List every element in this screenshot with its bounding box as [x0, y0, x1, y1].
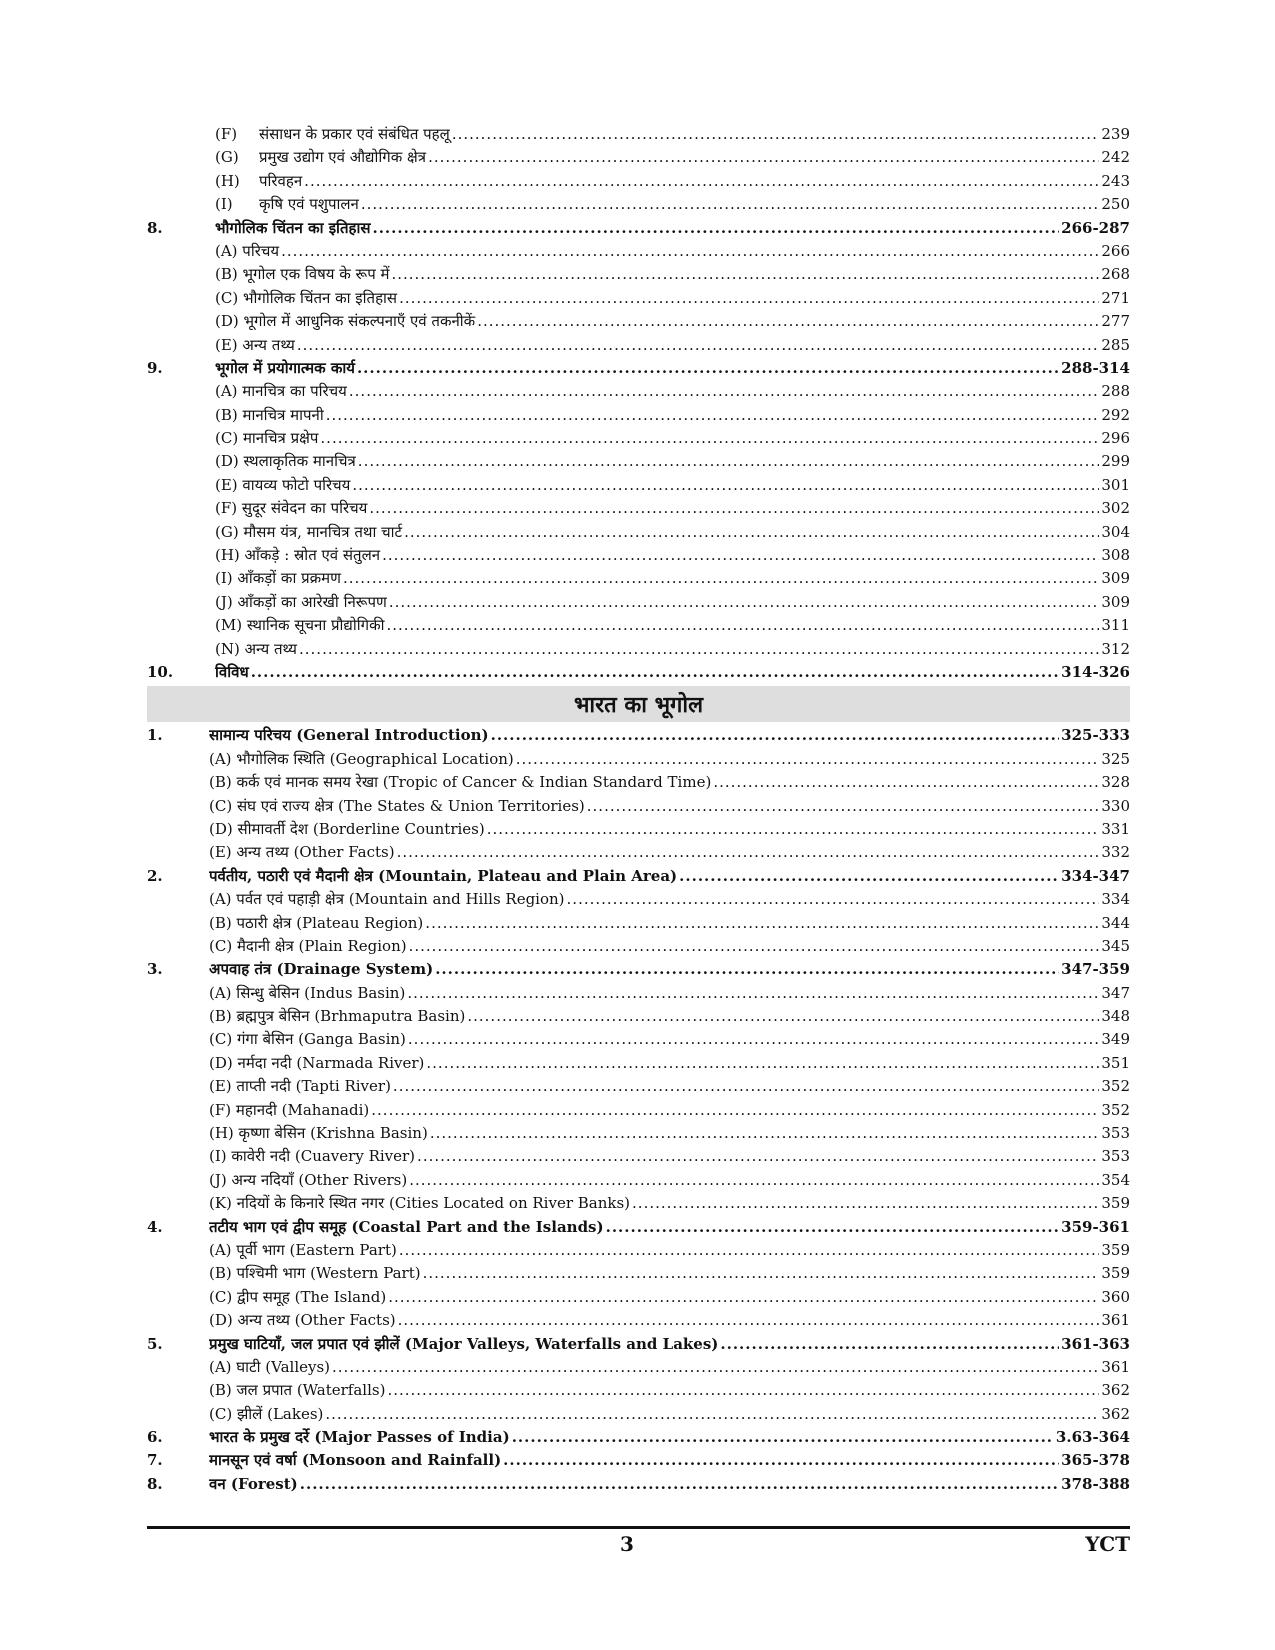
toc-subentry: (F) संसाधन के प्रकार एवं संबंधित पहलू ..... 239 [147, 123, 1130, 146]
toc-chapter: 4. तटीय भाग एवं द्वीप समूह (Coastal Part and the Islands) ..... 359-361 [147, 1216, 1130, 1239]
toc-subentry: (H) कृष्णा बेसिन (Krishna Basin) ..... 353 [147, 1122, 1130, 1145]
toc-subentry: (C) गंगा बेसिन (Ganga Basin) ..... 349 [147, 1028, 1130, 1051]
toc-subentry: (B) कर्क एवं मानक समय रेखा (Tropic of Cancer & Indian Standard Time) ..... 328 [147, 771, 1130, 794]
toc-subentry: (E) अन्य तथ्य ..... 285 [147, 334, 1130, 357]
toc-subentry: (A) परिचय ..... 266 [147, 240, 1130, 263]
toc-subentry: (F) सुदूर संवेदन का परिचय ..... 302 [147, 497, 1130, 520]
toc-chapter: 10. विविध ..... 314-326 [147, 661, 1130, 684]
toc-subentry: (A) मानचित्र का परिचय ..... 288 [147, 380, 1130, 403]
toc-subentry: (B) ब्रह्मपुत्र बेसिन (Brhmaputra Basin) ..... 348 [147, 1005, 1130, 1028]
toc-chapter: 9. भूगोल में प्रयोगात्मक कार्य ..... 288-314 [147, 357, 1130, 380]
toc-subentry: (C) मैदानी क्षेत्र (Plain Region) ..... 345 [147, 935, 1130, 958]
toc-chapter: 8. भौगोलिक चिंतन का इतिहास ..... 266-287 [147, 217, 1130, 240]
toc-subentry: (A) पूर्वी भाग (Eastern Part) ..... 359 [147, 1239, 1130, 1262]
toc-subentry: (D) स्थलाकृतिक मानचित्र ..... 299 [147, 450, 1130, 473]
toc-subentry: (H) परिवहन ..... 243 [147, 170, 1130, 193]
section-heading: भारत का भूगोल [147, 686, 1130, 722]
toc-subentry: (E) ताप्ती नदी (Tapti River) ..... 352 [147, 1075, 1130, 1098]
toc-subentry: (C) संघ एवं राज्य क्षेत्र (The States & Union Territories) ..... 330 [147, 795, 1130, 818]
toc-subentry: (D) सीमावर्ती देश (Borderline Countries) ..... 331 [147, 818, 1130, 841]
toc-subentry: (B) जल प्रपात (Waterfalls) ..... 362 [147, 1379, 1130, 1402]
toc-subentry: (H) आँकड़े : स्रोत एवं संतुलन ..... 308 [147, 544, 1130, 567]
toc-subentry: (N) अन्य तथ्य ..... 312 [147, 638, 1130, 661]
toc-subentry: (I) आँकड़ों का प्रक्रमण ..... 309 [147, 567, 1130, 590]
toc-subentry: (D) भूगोल में आधुनिक संकल्पनाएँ एवं तकनीकें ..... 277 [147, 310, 1130, 333]
toc-chapter: 6. भारत के प्रमुख दर्रे (Major Passes of India) ..... 3.63-364 [147, 1426, 1130, 1449]
toc-subentry: (G) मौसम यंत्र, मानचित्र तथा चार्ट ..... 304 [147, 521, 1130, 544]
toc-subentry: (C) मानचित्र प्रक्षेप ..... 296 [147, 427, 1130, 450]
toc-subentry: (M) स्थानिक सूचना प्रौद्योगिकी ..... 311 [147, 614, 1130, 637]
toc-chapter: 1. सामान्य परिचय (General Introduction) ..... 325-333 [147, 724, 1130, 747]
toc-subentry: (A) भौगोलिक स्थिति (Geographical Location) ..... 325 [147, 748, 1130, 771]
toc-subentry: (E) अन्य तथ्य (Other Facts) ..... 332 [147, 841, 1130, 864]
toc-subentry: (A) सिन्धु बेसिन (Indus Basin) ..... 347 [147, 982, 1130, 1005]
toc-subentry: (E) वायव्य फोटो परिचय ..... 301 [147, 474, 1130, 497]
publisher-brand: YCT [1085, 1532, 1130, 1556]
toc-chapter: 8. वन (Forest) ..... 378-388 [147, 1473, 1130, 1496]
toc-subentry: (J) आँकड़ों का आरेखी निरूपण ..... 309 [147, 591, 1130, 614]
toc-subentry: (B) भूगोल एक विषय के रूप में ..... 268 [147, 263, 1130, 286]
toc-subentry: (K) नदियों के किनारे स्थित नगर (Cities Located on River Banks) ..... 359 [147, 1192, 1130, 1215]
toc-subentry: (A) पर्वत एवं पहाड़ी क्षेत्र (Mountain and Hills Region) ..... 334 [147, 888, 1130, 911]
india-geography-contents [147, 724, 1130, 1496]
toc-subentry: (F) महानदी (Mahanadi) ..... 352 [147, 1099, 1130, 1122]
toc-subentry: (C) भौगोलिक चिंतन का इतिहास ..... 271 [147, 287, 1130, 310]
toc-subentry: (G) प्रमुख उद्योग एवं औद्योगिक क्षेत्र ..... 242 [147, 146, 1130, 169]
footer-divider [147, 1526, 1130, 1529]
toc-subentry: (A) घाटी (Valleys) ..... 361 [147, 1356, 1130, 1379]
toc-chapter: 3. अपवाह तंत्र (Drainage System) ..... 347-359 [147, 958, 1130, 981]
toc-subentry: (B) मानचित्र मापनी ..... 292 [147, 404, 1130, 427]
toc-subentry: (D) नर्मदा नदी (Narmada River) ..... 351 [147, 1052, 1130, 1075]
toc-subentry: (C) द्वीप समूह (The Island) ..... 360 [147, 1286, 1130, 1309]
toc-subentry: (B) पश्चिमी भाग (Western Part) ..... 359 [147, 1262, 1130, 1285]
toc-chapter: 5. प्रमुख घाटियाँ, जल प्रपात एवं झीलें (Major Valleys, Waterfalls and Lakes) ..... 361-363 [147, 1333, 1130, 1356]
toc-subentry: (C) झीलें (Lakes) ..... 362 [147, 1403, 1130, 1426]
toc-subentry: (D) अन्य तथ्य (Other Facts) ..... 361 [147, 1309, 1130, 1332]
toc-subentry: (J) अन्य नदियाँ (Other Rivers) ..... 354 [147, 1169, 1130, 1192]
table-of-contents [147, 123, 1130, 1496]
toc-subentry: (I) कृषि एवं पशुपालन ..... 250 [147, 193, 1130, 216]
toc-chapter: 2. पर्वतीय, पठारी एवं मैदानी क्षेत्र (Mountain, Plateau and Plain Area) ..... 334-347 [147, 865, 1130, 888]
toc-subentry: (B) पठारी क्षेत्र (Plateau Region) ..... 344 [147, 912, 1130, 935]
toc-subentry: (I) कावेरी नदी (Cuavery River) ..... 353 [147, 1145, 1130, 1168]
page-number: 3 [620, 1532, 634, 1556]
toc-chapter: 7. मानसून एवं वर्षा (Monsoon and Rainfall) ..... 365-378 [147, 1449, 1130, 1472]
